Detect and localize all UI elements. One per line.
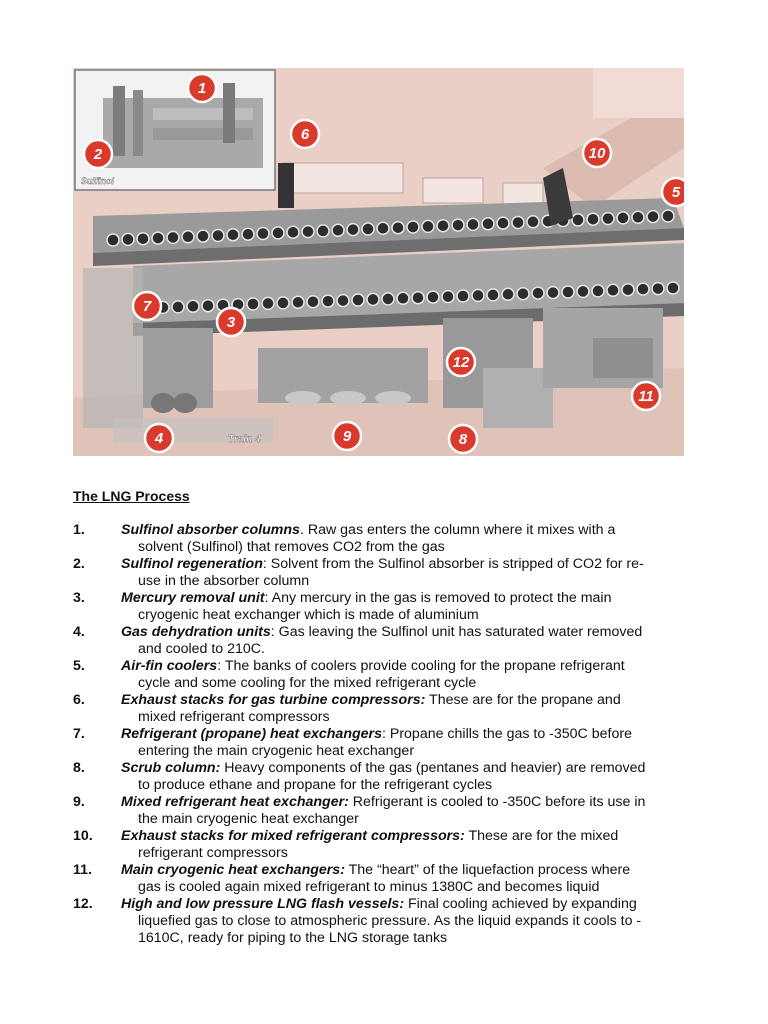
callout-number: 12	[452, 354, 470, 371]
fan-unit	[412, 292, 424, 304]
step-term: Exhaust stacks for gas turbine compressors:	[121, 692, 426, 708]
plant-drawing	[73, 68, 684, 456]
step-term: Air-fin coolers	[121, 658, 218, 674]
step-continuation: 1610C, ready for piping to the LNG storage tanks	[138, 930, 448, 946]
callout-number: 5	[671, 184, 681, 201]
fan-unit	[577, 285, 589, 297]
step-description: : Any mercury in the gas is removed to protect the main	[264, 590, 612, 606]
process-step-list	[73, 522, 703, 947]
process-step-item	[73, 794, 703, 828]
callout-number: 4	[154, 430, 164, 447]
fan-unit	[452, 219, 464, 231]
step-number: 1.	[73, 522, 85, 538]
fan-unit	[287, 226, 299, 238]
step-term: Gas dehydration units	[121, 624, 271, 640]
step-number: 2.	[73, 556, 85, 572]
fan-unit	[592, 285, 604, 297]
fan-unit	[227, 229, 239, 241]
step-continuation: mixed refrigerant compressors	[138, 709, 330, 725]
fan-unit	[622, 284, 634, 296]
fan-unit	[472, 289, 484, 301]
fan-unit	[382, 293, 394, 305]
callout-number: 1	[197, 80, 207, 97]
fan-unit	[242, 228, 254, 240]
fan-unit	[617, 212, 629, 224]
step-first-line	[121, 624, 642, 640]
fan-unit	[292, 296, 304, 308]
step-continuation: cryogenic heat exchanger which is made of aluminium	[138, 607, 479, 623]
fan-unit	[467, 218, 479, 230]
callout-number: 10	[588, 145, 606, 162]
step-description: : Solvent from the Sulfinol absorber is stripped of CO2 for re-	[262, 556, 644, 572]
fan-unit	[457, 290, 469, 302]
fan-unit	[187, 300, 199, 312]
fan-unit	[272, 227, 284, 239]
fan-unit	[197, 230, 209, 242]
callout-number: 11	[638, 388, 654, 405]
step-continuation: entering the main cryogenic heat exchanger	[138, 743, 415, 759]
step-description: : Gas leaving the Sulfinol unit has saturated water removed	[270, 624, 643, 640]
callout-marker-3	[217, 308, 245, 336]
fan-unit	[652, 283, 664, 295]
step-continuation: liquefied gas to close to atmospheric pressure. As the liquid expands it cools to -	[138, 913, 642, 929]
fan-unit	[137, 233, 149, 245]
process-step-item	[73, 590, 703, 624]
step-first-line	[121, 726, 632, 742]
process-step-item	[73, 726, 703, 760]
fan-unit	[427, 291, 439, 303]
fan-unit	[512, 217, 524, 229]
step-term: Sulfinol regeneration	[121, 556, 263, 572]
step-continuation: cycle and some cooling for the mixed refrigerant cycle	[138, 675, 477, 691]
process-step-item	[73, 522, 703, 556]
step-term: Refrigerant (propane) heat exchangers	[121, 726, 382, 742]
fan-unit	[172, 301, 184, 313]
fan-unit	[262, 297, 274, 309]
step-term: Main cryogenic heat exchangers:	[121, 862, 345, 878]
callout-marker-10	[583, 139, 611, 167]
step-description: Refrigerant is cooled to -350C before its use in	[348, 794, 646, 810]
step-continuation: the main cryogenic heat exchanger	[138, 811, 359, 827]
step-description: : The banks of coolers provide cooling for the propane refrigerant	[217, 658, 625, 674]
step-first-line	[121, 556, 644, 572]
fan-unit	[277, 297, 289, 309]
step-number: 5.	[73, 658, 85, 674]
fan-unit	[352, 294, 364, 306]
callout-marker-12	[447, 348, 475, 376]
lng-plant-illustration	[73, 68, 684, 456]
step-continuation: use in the absorber column	[138, 573, 310, 589]
callout-marker-5	[662, 178, 684, 206]
process-step-item	[73, 692, 703, 726]
fan-unit	[607, 284, 619, 296]
fan-unit	[347, 224, 359, 236]
fan-unit	[362, 223, 374, 235]
fan-unit	[517, 288, 529, 300]
callout-number: 7	[142, 298, 152, 315]
step-first-line	[121, 794, 645, 810]
process-step-item	[73, 624, 703, 658]
fan-unit	[487, 289, 499, 301]
callout-marker-6	[291, 120, 319, 148]
fan-unit	[562, 286, 574, 298]
step-number: 10.	[73, 828, 93, 844]
fan-unit	[107, 234, 119, 246]
fan-unit	[167, 231, 179, 243]
fan-unit	[532, 287, 544, 299]
step-first-line	[121, 760, 645, 776]
step-number: 11.	[73, 862, 92, 878]
step-continuation: solvent (Sulfinol) that removes CO2 from the gas	[138, 539, 445, 555]
step-number: 9.	[73, 794, 85, 810]
callout-number: 9	[342, 428, 352, 445]
process-step-item	[73, 828, 703, 862]
process-step-item	[73, 556, 703, 590]
step-description: Heavy components of the gas (pentanes and heavier) are removed	[220, 760, 646, 776]
fan-unit	[437, 220, 449, 232]
fan-unit	[407, 221, 419, 233]
fan-unit	[587, 213, 599, 225]
step-term: Sulfinol absorber columns	[121, 522, 300, 538]
fan-unit	[247, 298, 259, 310]
train-label: Train 4	[228, 434, 261, 445]
process-step-item	[73, 862, 703, 896]
step-number: 7.	[73, 726, 85, 742]
callout-marker-11	[632, 382, 660, 410]
step-continuation: gas is cooled again mixed refrigerant to minus 1380C and becomes liquid	[138, 879, 600, 895]
callout-number: 3	[226, 314, 236, 331]
callout-marker-4	[145, 424, 173, 452]
step-description: These are for the propane and	[425, 692, 621, 708]
fan-unit	[397, 292, 409, 304]
fan-unit	[257, 228, 269, 240]
step-number: 8.	[73, 760, 85, 776]
fan-unit	[212, 230, 224, 242]
fan-unit	[647, 211, 659, 223]
fan-unit	[337, 295, 349, 307]
step-first-line	[121, 522, 615, 538]
step-term: Mixed refrigerant heat exchanger:	[121, 794, 349, 810]
step-number: 3.	[73, 590, 85, 606]
fan-unit	[302, 226, 314, 238]
fan-unit	[377, 222, 389, 234]
fan-unit	[367, 293, 379, 305]
step-first-line	[121, 590, 611, 606]
step-number: 4.	[73, 624, 85, 640]
step-description: These are for the mixed	[464, 828, 619, 844]
callout-marker-9	[333, 422, 361, 450]
step-first-line	[121, 828, 618, 844]
fan-unit	[332, 224, 344, 236]
step-first-line	[121, 692, 621, 708]
step-number: 12.	[73, 896, 93, 912]
fan-unit	[502, 288, 514, 300]
fan-unit	[122, 233, 134, 245]
document-title: The LNG Process	[73, 488, 190, 504]
process-step-item	[73, 658, 703, 692]
step-first-line	[121, 862, 630, 878]
step-description: Final cooling achieved by expanding	[404, 896, 637, 912]
fan-unit	[572, 214, 584, 226]
fan-unit	[152, 232, 164, 244]
process-step-item	[73, 760, 703, 794]
callout-number: 2	[93, 146, 103, 163]
fan-unit	[317, 225, 329, 237]
fan-unit	[322, 295, 334, 307]
step-term: Mercury removal unit	[121, 590, 265, 606]
fan-unit	[392, 222, 404, 234]
step-continuation: and cooled to 210C.	[138, 641, 265, 657]
step-continuation: refrigerant compressors	[138, 845, 288, 861]
step-term: High and low pressure LNG flash vessels:	[121, 896, 405, 912]
fan-unit	[422, 220, 434, 232]
fan-unit	[602, 213, 614, 225]
fan-unit	[202, 300, 214, 312]
fan-unit	[182, 231, 194, 243]
step-description: . Raw gas enters the column where it mixes with a	[299, 522, 616, 538]
fan-unit	[662, 210, 674, 222]
callout-number: 8	[458, 431, 468, 448]
callout-marker-8	[449, 425, 477, 453]
process-step-item	[73, 896, 703, 947]
callout-marker-1	[188, 74, 216, 102]
step-term: Exhaust stacks for mixed refrigerant compressors:	[121, 828, 465, 844]
step-description: : Propane chills the gas to -350C before	[381, 726, 632, 742]
fan-unit	[637, 283, 649, 295]
step-continuation: to produce ethane and propane for the refrigerant cycles	[138, 777, 493, 793]
fan-unit	[307, 296, 319, 308]
sulfinol-inset	[75, 70, 275, 190]
callout-marker-2	[84, 140, 112, 168]
step-description: The “heart” of the liquefaction process where	[344, 862, 631, 878]
step-first-line	[121, 658, 625, 674]
inset-label: Sulfinol	[81, 176, 114, 186]
fan-unit	[547, 287, 559, 299]
fan-unit	[442, 291, 454, 303]
step-term: Scrub column:	[121, 760, 221, 776]
fan-unit	[667, 282, 679, 294]
fan-unit	[497, 217, 509, 229]
fan-unit	[632, 211, 644, 223]
callout-marker-7	[133, 292, 161, 320]
fan-unit	[482, 218, 494, 230]
exhaust-stack-6	[278, 163, 294, 208]
callout-number: 6	[300, 126, 310, 143]
step-number: 6.	[73, 692, 85, 708]
fan-unit	[527, 216, 539, 228]
step-first-line	[121, 896, 637, 912]
